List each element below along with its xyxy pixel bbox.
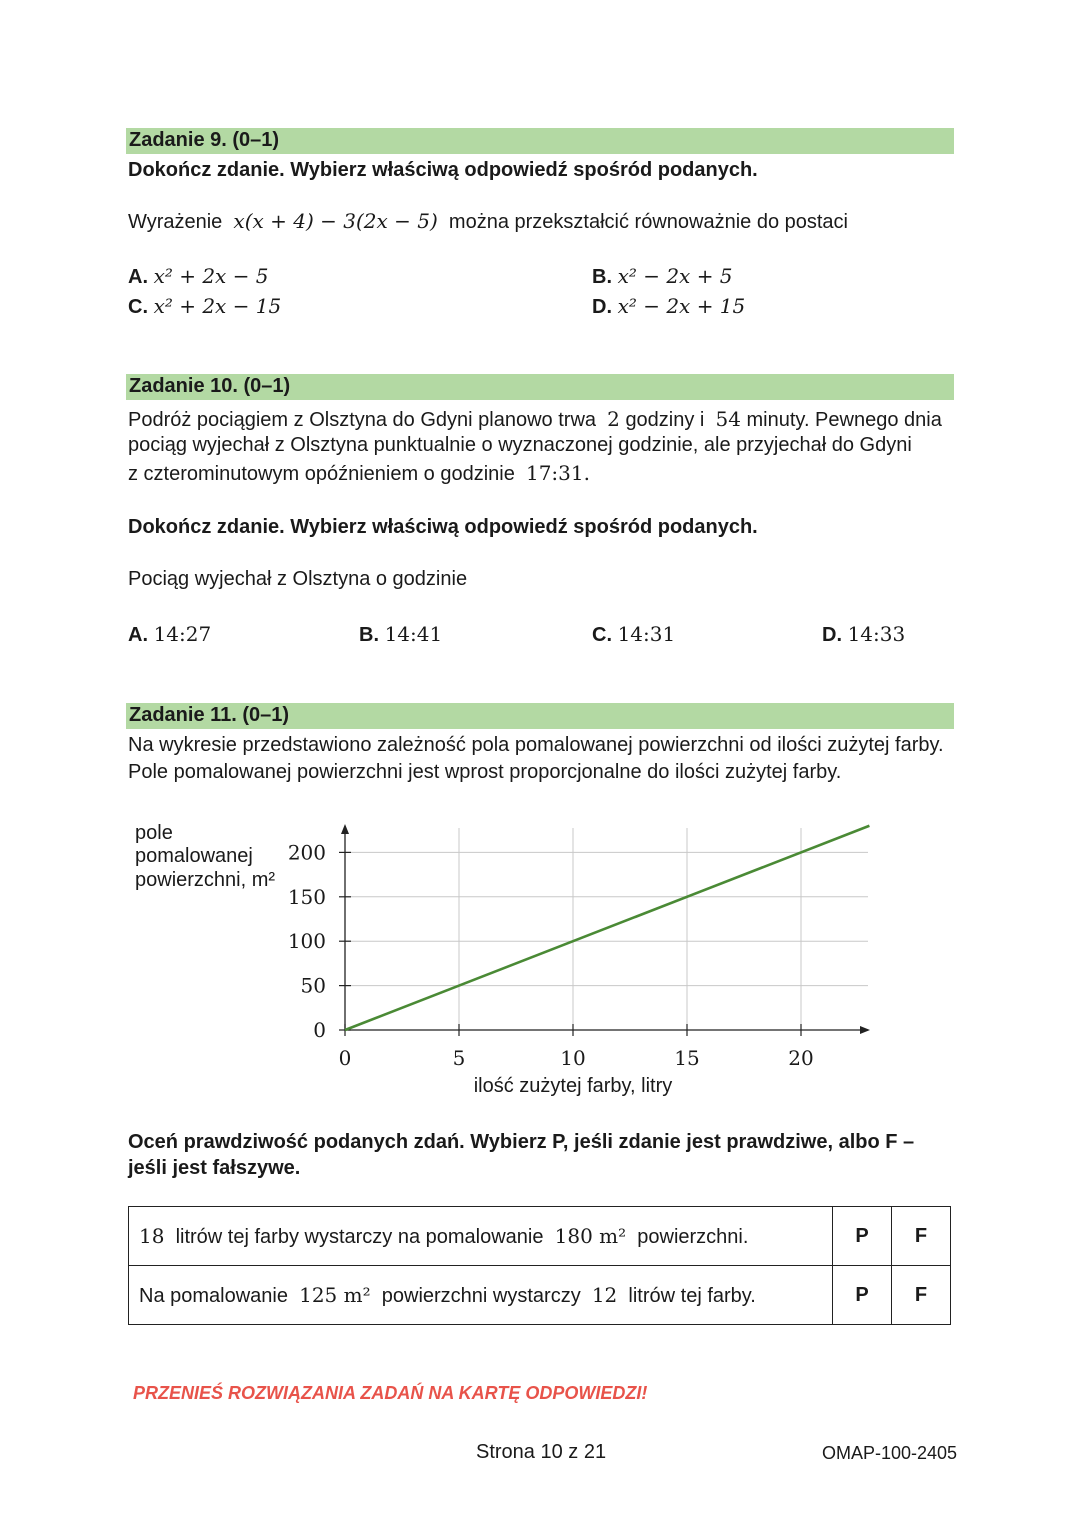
task11-header: Zadanie 11. (0–1) — [129, 704, 290, 726]
statement-1-f[interactable]: F — [892, 1207, 951, 1266]
statement-2-p[interactable]: P — [833, 1266, 892, 1325]
task10-instruction: Dokończ zdanie. Wybierz właściwą odpowiedź spośród podanych. — [128, 516, 758, 538]
x-tick-label-20: 20 — [788, 1046, 814, 1070]
statement-1-p[interactable]: P — [833, 1207, 892, 1266]
task11-text-line1: Na wykresie przedstawiono zależność pola pomalowanej powierzchni od ilości zużytej farby. — [128, 734, 944, 756]
task9-header-bar — [126, 128, 954, 154]
y-tick-label-150: 150 — [287, 884, 326, 909]
statement-1: 18 litrów tej farby wystarczy na pomalowanie 180 m² powierzchni. — [129, 1207, 833, 1266]
chart-ylabel-line2: pomalowanej — [135, 845, 253, 867]
chart-ylabel-line3: powierzchni, m² — [135, 869, 276, 891]
statement-2: Na pomalowanie 125 m² powierzchni wystarczy 12 litrów tej farby. — [129, 1266, 833, 1325]
x-tick-label-10: 10 — [560, 1046, 586, 1070]
transfer-answers-notice: PRZENIEŚ ROZWIĄZANIA ZADAŃ NA KARTĘ ODPOWIEDZI! — [133, 1383, 648, 1403]
x-tick-label-0: 0 — [338, 1046, 352, 1070]
chart-tick-labels — [288, 840, 814, 1070]
task11-header-bar — [126, 703, 954, 729]
task11-instruction-line1: Oceń prawdziwość podanych zdań. Wybierz P, jeśli zdanie jest prawdziwe, albo F – — [128, 1131, 915, 1153]
y-axis-arrow-icon — [341, 824, 349, 834]
exam-code: OMAP-100-2405 — [822, 1443, 958, 1463]
task10-option-a[interactable]: A. 14:27 — [128, 622, 212, 646]
task10-header-bar — [126, 374, 954, 400]
chart-ylabel-line1: pole — [135, 822, 173, 844]
y-tick-label-100: 100 — [287, 929, 326, 954]
task9-option-c[interactable]: C. x² + 2x − 15 — [128, 294, 282, 318]
task9-option-b[interactable]: B. x² − 2x + 5 — [592, 264, 733, 288]
chart-xlabel: ilość zużytej farby, litry — [473, 1075, 673, 1097]
page-number: Strona 10 z 21 — [476, 1441, 607, 1463]
statement-2-f[interactable]: F — [892, 1266, 951, 1325]
task10-text-line2: pociąg wyjechał z Olsztyna punktualnie o wyznaczonej godzinie, ale przyjechał do Gdyni — [128, 434, 912, 456]
task10-option-c[interactable]: C. 14:31 — [592, 622, 676, 646]
task9-header: Zadanie 9. (0–1) — [129, 129, 280, 151]
task10-text-line1: Podróż pociągiem z Olsztyna do Gdyni planowo trwa 2 godziny i 54 minuty. Pewnego dnia — [128, 407, 942, 431]
paint-area-chart — [0, 810, 1080, 1110]
task10-option-b[interactable]: B. 14:41 — [359, 622, 443, 646]
series-line-0 — [345, 826, 869, 1030]
true-false-table — [128, 1206, 951, 1325]
task11-text-line2: Pole pomalowanej powierzchni jest wprost proporcjonalne do ilości zużytej farby. — [128, 761, 842, 783]
y-tick-label-0: 0 — [313, 1018, 326, 1042]
x-tick-label-15: 15 — [674, 1046, 700, 1070]
task9-stem: Wyrażenie x(x + 4) − 3(2x − 5) można przekształcić równoważnie do postaci — [128, 209, 848, 233]
table-row — [129, 1207, 951, 1266]
task10-stem: Pociąg wyjechał z Olsztyna o godzinie — [128, 568, 468, 590]
task9-instruction: Dokończ zdanie. Wybierz właściwą odpowiedź spośród podanych. — [128, 159, 758, 181]
x-tick-label-5: 5 — [452, 1046, 466, 1070]
y-tick-label-200: 200 — [287, 840, 326, 865]
task10-text-line3: z czterominutowym opóźnieniem o godzinie 17:31. — [128, 461, 590, 485]
task10-option-d[interactable]: D. 14:33 — [822, 622, 906, 646]
task9-expression: x(x + 4) − 3(2x − 5) — [233, 209, 438, 233]
chart-series — [345, 826, 869, 1030]
task9-option-d[interactable]: D. x² − 2x + 15 — [592, 294, 746, 318]
task11-instruction-line2: jeśli jest fałszywe. — [128, 1157, 301, 1179]
y-tick-label-50: 50 — [300, 973, 326, 998]
task9-option-a[interactable]: A. x² + 2x − 5 — [128, 264, 269, 288]
table-row — [129, 1266, 951, 1325]
task10-header: Zadanie 10. (0–1) — [129, 375, 291, 397]
x-axis-arrow-icon — [860, 1026, 870, 1034]
